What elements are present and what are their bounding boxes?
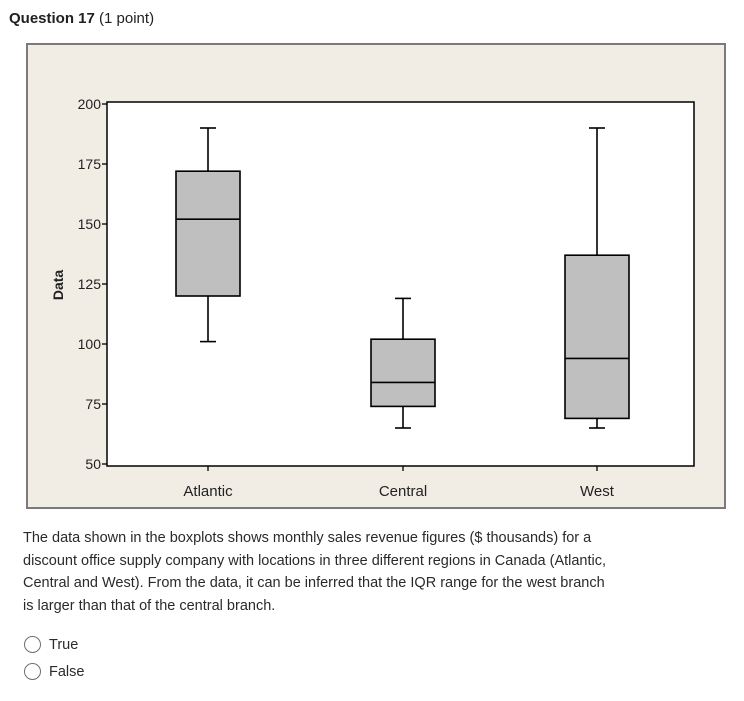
question-header: [9, 10, 154, 27]
answer-options: [24, 631, 84, 685]
iqr-box: [371, 339, 435, 406]
y-tick-label: 50: [85, 456, 101, 472]
iqr-box: [565, 255, 629, 418]
x-tick-label: Central: [378, 483, 428, 500]
option-label: True: [49, 636, 79, 653]
option-true[interactable]: [24, 631, 84, 658]
question-text: The data shown in the boxplots shows monthly sales revenue figures ($ thousands) for a discount office supply company with locations in three different regions in Canada (Atlantic, Central and West). From the data, it can be inferred that the IQR range for the west branch is larger than that of the central branch.: [23, 530, 607, 614]
radio-button-icon[interactable]: [24, 663, 41, 680]
y-tick-label: 100: [77, 336, 101, 352]
y-tick-label: 175: [77, 156, 101, 172]
option-label: False: [49, 663, 85, 680]
y-tick-label: 125: [77, 276, 101, 292]
y-tick-label: 200: [77, 96, 101, 112]
y-tick-label: 75: [85, 396, 101, 412]
question-points: (1 point): [99, 10, 155, 27]
question-title: Question 17: [9, 10, 95, 27]
radio-button-icon[interactable]: [24, 636, 41, 653]
x-tick-label: Atlantic: [183, 483, 233, 500]
boxplot-figure: [26, 43, 726, 509]
iqr-box: [176, 171, 240, 296]
boxplot-chart: [28, 45, 724, 507]
y-axis-label: Data: [50, 269, 66, 301]
y-tick-label: 150: [77, 216, 101, 232]
x-tick-label: West: [580, 483, 614, 500]
option-false[interactable]: [24, 658, 84, 685]
